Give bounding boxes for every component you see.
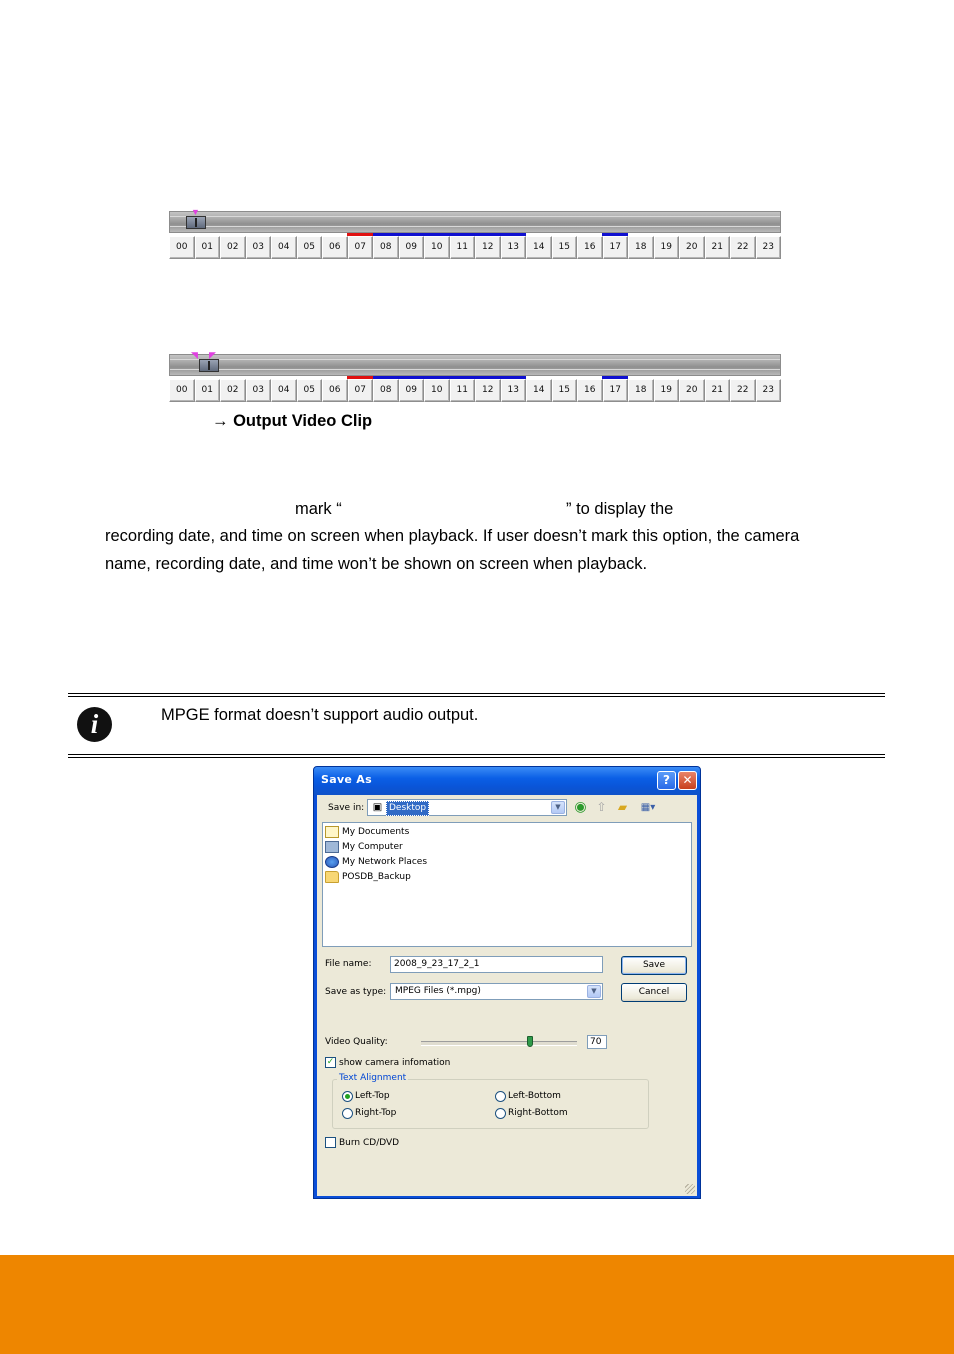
radio-right-bottom-label: Right-Bottom bbox=[508, 1108, 568, 1118]
hour-button[interactable]: 09 bbox=[399, 379, 425, 402]
hour-button[interactable]: 04 bbox=[271, 236, 297, 259]
hour-button[interactable]: 03 bbox=[246, 236, 272, 259]
hour-button[interactable]: 14 bbox=[526, 379, 552, 402]
new-folder-icon[interactable]: ▰ bbox=[617, 800, 628, 814]
hour-button[interactable]: 00 bbox=[169, 236, 195, 259]
burn-cd-dvd-checkbox[interactable] bbox=[325, 1137, 336, 1148]
hour-button[interactable]: 00 bbox=[169, 379, 195, 402]
timeline-slider-handle[interactable] bbox=[199, 359, 219, 372]
timeline-bar-2 bbox=[169, 350, 781, 402]
hour-button[interactable]: 22 bbox=[730, 236, 756, 259]
timeline-bar-1 bbox=[169, 207, 781, 259]
start-marker-icon: ▼ bbox=[191, 207, 200, 217]
video-quality-slider[interactable] bbox=[421, 1041, 577, 1046]
hour-buttons bbox=[169, 379, 781, 402]
text-alignment-group bbox=[332, 1079, 649, 1129]
save-as-dialog bbox=[313, 766, 701, 1199]
hour-button[interactable]: 01 bbox=[195, 379, 221, 402]
show-camera-info-checkbox[interactable]: ✓ bbox=[326, 1057, 335, 1067]
hour-button[interactable]: 05 bbox=[297, 379, 323, 402]
hour-button[interactable]: 08 bbox=[373, 236, 399, 259]
resize-grip-icon[interactable] bbox=[685, 1184, 695, 1194]
note-bottom-rule bbox=[68, 754, 885, 758]
timeline-track[interactable] bbox=[169, 354, 781, 376]
paragraph-line-1a: mark “ bbox=[295, 500, 342, 518]
save-button[interactable]: Save bbox=[621, 956, 687, 975]
save-as-type-label: Save as type: bbox=[325, 987, 387, 997]
hour-button[interactable]: 10 bbox=[424, 379, 450, 402]
dialog-titlebar[interactable] bbox=[314, 767, 700, 795]
hour-button[interactable]: 16 bbox=[577, 236, 603, 259]
hour-button[interactable]: 21 bbox=[705, 236, 731, 259]
save-in-dropdown[interactable] bbox=[367, 799, 567, 816]
hour-button[interactable]: 09 bbox=[399, 236, 425, 259]
burn-cd-dvd-label: Burn CD/DVD bbox=[339, 1138, 400, 1148]
hour-button[interactable]: 19 bbox=[654, 379, 680, 402]
hour-button[interactable]: 07 bbox=[348, 379, 374, 402]
hour-button[interactable]: 03 bbox=[246, 379, 272, 402]
radio-left-bottom[interactable] bbox=[495, 1091, 506, 1102]
hour-buttons bbox=[169, 236, 781, 259]
file-list[interactable] bbox=[322, 822, 692, 947]
my-documents-icon bbox=[325, 826, 339, 838]
hour-button[interactable]: 23 bbox=[756, 236, 782, 259]
radio-left-top[interactable] bbox=[342, 1091, 353, 1102]
note-top-rule bbox=[68, 693, 885, 697]
list-item[interactable]: POSDB_Backup bbox=[325, 869, 411, 884]
video-quality-label: Video Quality: bbox=[325, 1037, 388, 1047]
dialog-body bbox=[317, 795, 697, 1196]
hour-button[interactable]: 13 bbox=[501, 379, 527, 402]
hour-button[interactable]: 08 bbox=[373, 379, 399, 402]
hour-button[interactable]: 18 bbox=[628, 236, 654, 259]
hour-button[interactable]: 11 bbox=[450, 379, 476, 402]
hour-button[interactable]: 11 bbox=[450, 236, 476, 259]
hour-button[interactable]: 22 bbox=[730, 379, 756, 402]
hour-button[interactable]: 16 bbox=[577, 379, 603, 402]
hour-button[interactable]: 12 bbox=[475, 236, 501, 259]
radio-right-bottom[interactable] bbox=[495, 1108, 506, 1119]
my-computer-icon bbox=[325, 841, 339, 853]
dialog-title: Save As bbox=[321, 773, 372, 786]
figure-caption: → Output Video Clip bbox=[212, 412, 373, 430]
hour-button[interactable]: 12 bbox=[475, 379, 501, 402]
list-item[interactable]: My Computer bbox=[325, 839, 403, 854]
hour-button[interactable]: 23 bbox=[756, 379, 782, 402]
hour-button[interactable]: 20 bbox=[679, 236, 705, 259]
view-menu-icon[interactable]: ▦▾ bbox=[640, 802, 656, 813]
hour-button[interactable]: 17 bbox=[603, 236, 629, 259]
paragraph-line-2: recording date, and time on screen when playback. If user doesn’t mark this option, the camera bbox=[105, 527, 800, 545]
info-icon: i bbox=[77, 707, 112, 742]
video-quality-slider-thumb[interactable] bbox=[527, 1036, 533, 1047]
hour-button[interactable]: 21 bbox=[705, 379, 731, 402]
save-in-label: Save in: bbox=[328, 803, 365, 813]
help-button[interactable]: ? bbox=[657, 771, 676, 790]
timeline-track[interactable] bbox=[169, 211, 781, 233]
hour-button[interactable]: 15 bbox=[552, 379, 578, 402]
paragraph-line-3: name, recording date, and time won’t be shown on screen when playback. bbox=[105, 555, 648, 573]
hour-button[interactable]: 07 bbox=[348, 236, 374, 259]
text-alignment-title: Text Alignment bbox=[339, 1073, 407, 1083]
hour-button[interactable]: 20 bbox=[679, 379, 705, 402]
close-button[interactable]: ✕ bbox=[678, 771, 697, 790]
hour-button[interactable]: 14 bbox=[526, 236, 552, 259]
file-name-label: File name: bbox=[325, 959, 372, 969]
show-camera-info-label: show camera infomation bbox=[339, 1058, 451, 1068]
hour-button[interactable]: 13 bbox=[501, 236, 527, 259]
hour-button[interactable]: 01 bbox=[195, 236, 221, 259]
save-as-type-dropdown[interactable]: MPEG Files (*.mpg) ▼ bbox=[390, 983, 603, 1000]
end-marker-icon: ◤ bbox=[209, 350, 216, 360]
footer-bar bbox=[0, 1255, 954, 1354]
start-marker-icon: ◥ bbox=[191, 350, 198, 360]
hour-button[interactable]: 15 bbox=[552, 236, 578, 259]
hour-button[interactable]: 02 bbox=[220, 379, 246, 402]
hour-button[interactable]: 04 bbox=[271, 379, 297, 402]
hour-button[interactable]: 02 bbox=[220, 236, 246, 259]
hour-button[interactable]: 10 bbox=[424, 236, 450, 259]
back-icon[interactable]: ◉ bbox=[574, 799, 587, 815]
hour-button[interactable]: 19 bbox=[654, 236, 680, 259]
list-item[interactable]: My Documents bbox=[325, 824, 409, 839]
network-places-icon bbox=[325, 856, 339, 868]
video-quality-value[interactable]: 70 bbox=[587, 1035, 607, 1049]
chevron-down-icon: ▼ bbox=[551, 801, 565, 814]
radio-left-top-label: Left-Top bbox=[355, 1091, 390, 1101]
radio-right-top[interactable] bbox=[342, 1108, 353, 1119]
radio-right-top-label: Right-Top bbox=[355, 1108, 397, 1118]
cancel-button[interactable]: Cancel bbox=[621, 983, 687, 1002]
hour-button[interactable]: 18 bbox=[628, 379, 654, 402]
chevron-down-icon: ▼ bbox=[587, 985, 601, 998]
hour-button[interactable]: 05 bbox=[297, 236, 323, 259]
timeline-slider-handle[interactable] bbox=[186, 216, 206, 229]
save-in-value: Desktop bbox=[386, 801, 429, 816]
paragraph-line-1b: ” to display the bbox=[566, 500, 674, 518]
up-folder-icon[interactable]: ⇧ bbox=[596, 800, 607, 814]
list-item[interactable]: My Network Places bbox=[325, 854, 427, 869]
note-text: MPGE format doesn’t support audio output. bbox=[161, 706, 479, 724]
file-name-field[interactable]: 2008_9_23_17_2_1 bbox=[390, 956, 603, 973]
folder-icon bbox=[325, 871, 339, 883]
hour-button[interactable]: 17 bbox=[603, 379, 629, 402]
hour-button[interactable]: 06 bbox=[322, 236, 348, 259]
desktop-icon: ▣ bbox=[372, 802, 383, 813]
hour-button[interactable]: 06 bbox=[322, 379, 348, 402]
radio-left-bottom-label: Left-Bottom bbox=[508, 1091, 561, 1101]
